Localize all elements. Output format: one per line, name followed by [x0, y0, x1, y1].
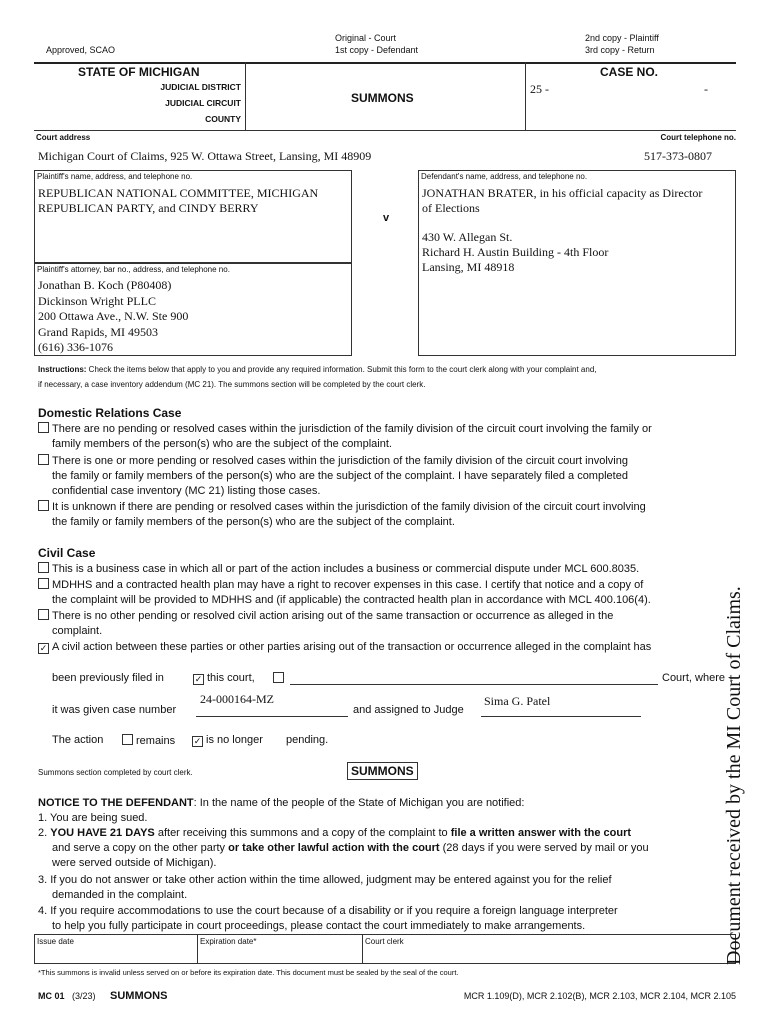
county-label: COUNTY — [205, 114, 241, 124]
instructions-label: Instructions: — [38, 365, 87, 374]
issue-date-label[interactable]: Issue date — [37, 937, 74, 946]
domestic-opt3-l2: the family or family members of the person(s) who are the subject of the complaint. — [52, 516, 455, 528]
this-court-checkbox[interactable]: ✓ — [194, 674, 203, 684]
civil-opt4 — [38, 640, 738, 655]
summons-section-box: SUMMONS — [347, 762, 418, 780]
footnote: *This summons is invalid unless served on or before its expiration date. This document must be sealed by the seal of the court. — [38, 968, 459, 977]
plaintiff-box[interactable] — [34, 170, 352, 263]
civil-opt4-checkbox[interactable]: ✓ — [39, 643, 48, 653]
domestic-opt2 — [38, 454, 738, 499]
judicial-district-label: JUDICIAL DISTRICT — [160, 82, 241, 92]
notice-item2 — [38, 826, 738, 871]
attorney-label: Plaintiff's attorney, bar no., address, and telephone no. — [37, 265, 230, 274]
court-phone-label: Court telephone no. — [660, 133, 736, 142]
domestic-opt3-checkbox[interactable] — [38, 500, 49, 511]
case-no-label: CASE NO. — [600, 65, 659, 79]
civil-opt1-checkbox[interactable] — [38, 562, 49, 573]
notice-item4-l2: to help you fully participate in court proceedings, please contact the court immediately to make arrangements. — [52, 920, 586, 932]
domestic-opt2-checkbox[interactable] — [38, 454, 49, 465]
defendant-line2: of Elections — [422, 201, 480, 215]
header-divider-right — [525, 62, 526, 130]
remains-checkbox[interactable] — [122, 734, 133, 745]
no-longer-checkbox[interactable]: ✓ — [193, 736, 202, 746]
other-court-field[interactable] — [290, 670, 658, 685]
attorney-line: Dickinson Wright PLLC — [38, 293, 156, 308]
no-longer-option — [192, 734, 263, 747]
versus-label: v — [383, 212, 390, 224]
approved-label: Approved, SCAO — [46, 45, 116, 55]
copy-plaintiff: 2nd copy - Plaintiff — [585, 33, 659, 43]
notice-item2-num: 2. — [38, 827, 51, 839]
civil-heading: Civil Case — [38, 546, 96, 560]
domestic-heading: Domestic Relations Case — [38, 406, 182, 420]
other-court-checkbox[interactable] — [273, 672, 284, 683]
attorney-line: Jonathan B. Koch (P80408) — [38, 278, 172, 292]
civil-opt2 — [38, 578, 738, 608]
civil-opt1-text: This is a business case in which all or part of the action includes a business or commercial dispute under MCL 600.8035. — [52, 563, 640, 575]
attorney-lines — [38, 278, 188, 356]
notice-item3 — [38, 873, 738, 903]
civil-opt2-checkbox[interactable] — [38, 578, 49, 589]
remains-option — [122, 734, 175, 747]
domestic-opt1-checkbox[interactable] — [38, 422, 49, 433]
notice-item1: 1. You are being sued. — [38, 812, 148, 824]
defendant-label: Defendant's name, address, and telephone no. — [421, 172, 588, 181]
form-title: SUMMONS — [351, 91, 414, 105]
notice-heading: NOTICE TO THE DEFENDANT — [38, 797, 194, 809]
court-phone-value[interactable]: 517-373-0807 — [644, 149, 712, 163]
judicial-circuit-label: JUDICIAL CIRCUIT — [165, 98, 241, 108]
plaintiff-line2: REPUBLICAN PARTY, and CINDY BERRY — [38, 201, 259, 215]
domestic-opt1 — [38, 422, 738, 452]
court-address-value[interactable]: Michigan Court of Claims, 925 W. Ottawa Street, Lansing, MI 48909 — [38, 149, 372, 163]
domestic-opt2-l1: There is one or more pending or resolved cases within the jurisdiction of the family division of the circuit court involving — [52, 455, 628, 467]
given-case-label: it was given case number — [52, 704, 177, 716]
defendant-addr2: Richard H. Austin Building - 4th Floor — [422, 245, 609, 259]
civil-opt3 — [38, 609, 738, 639]
attorney-line: 200 Ottawa Ave., N.W. Ste 900 — [38, 309, 189, 324]
instructions-text1: Check the items below that apply to you and provide any required information. Submit this form to the court clerk along with your complaint and, — [86, 365, 597, 374]
notice-item4-l1: 4. If you require accommodations to use the court because of a disability or if you require a foreign language interpreter — [38, 905, 618, 917]
prev-filed-label: been previously filed in — [52, 672, 164, 684]
case-no-value[interactable]: 25 - — [530, 82, 549, 96]
copy-original: Original - Court — [335, 33, 397, 43]
domestic-opt2-l2: the family or family members of the person(s) who are the subject of the complaint. I have separately filed a completed — [52, 470, 628, 482]
notice-item2-text: after receiving this summons and a copy of the complaint to — [154, 827, 451, 839]
domestic-opt1-l1: There are no pending or resolved cases within the jurisdiction of the family division of the circuit court involving the family or — [52, 423, 652, 435]
notice-item3-l2: demanded in the complaint. — [52, 889, 188, 901]
civil-opt3-l2: complaint. — [52, 625, 103, 637]
no-longer-label: is no longer — [206, 734, 263, 746]
court-address-label: Court address — [36, 133, 91, 142]
civil-opt3-checkbox[interactable] — [38, 609, 49, 620]
civil-opt4-text: A civil action between these parties or other parties arising out of the transaction or occurrence alleged in the complaint has — [52, 641, 652, 653]
form-date: (3/23) — [72, 991, 96, 1001]
this-court-option — [193, 672, 255, 685]
domestic-opt3-l1: It is unknown if there are pending or resolved cases within the jurisdiction of the family division of the circuit court involving — [52, 501, 646, 513]
defendant-addr3: Lansing, MI 48918 — [422, 260, 515, 274]
attorney-line: (616) 336-1076 — [38, 340, 113, 355]
court-rules: MCR 1.109(D), MCR 2.102(B), MCR 2.103, MCR 2.104, MCR 2.105 — [463, 991, 736, 1001]
assigned-label: and assigned to Judge — [353, 704, 464, 716]
case-number-value: 24-000164-MZ — [200, 692, 274, 706]
notice-item2-l3: were served outside of Michigan). — [52, 857, 217, 869]
state-title: STATE OF MICHIGAN — [78, 65, 200, 79]
form-footer-title: SUMMONS — [110, 990, 168, 1002]
footer-divider-1 — [197, 934, 198, 964]
civil-opt2-l2: the complaint will be provided to MDHHS and (if applicable) the contracted health plan in accordance with MCL 400.106(4). — [52, 594, 651, 606]
header-divider-left — [245, 62, 246, 130]
received-stamp: Document received by the MI Court of Claims. — [723, 586, 745, 965]
defendant-addr1: 430 W. Allegan St. — [422, 230, 513, 244]
footer-divider-2 — [362, 934, 363, 964]
domestic-opt2-l3: confidential case inventory (MC 21) listing those cases. — [52, 485, 321, 497]
judge-value: Sima G. Patel — [484, 694, 551, 708]
other-court-option — [273, 672, 287, 685]
notice-item3-l1: 3. If you do not answer or take other action within the time allowed, judgment may be entered against you for the relief — [38, 874, 612, 886]
notice-item2-l2c: (28 days if you were served by mail or you — [439, 842, 649, 854]
notice-intro — [38, 796, 738, 811]
notice-item2-l2b: or take other lawful action with the court — [228, 842, 440, 854]
notice-item2-days: YOU HAVE 21 DAYS — [50, 827, 155, 839]
summons-section-note: Summons section completed by court clerk. — [38, 768, 193, 777]
domestic-opt3 — [38, 500, 738, 530]
case-no-dash: - — [704, 82, 708, 96]
this-court-label: this court, — [207, 672, 255, 684]
notice-item2-answer: file a written answer with the court — [450, 827, 632, 839]
copy-return: 3rd copy - Return — [585, 45, 655, 55]
remains-label: remains — [136, 735, 176, 747]
the-action-label: The action — [52, 734, 104, 746]
instructions-text2: if necessary, a case inventory addendum (MC 21). The summons section will be completed by the court clerk. — [38, 380, 426, 389]
plaintiff-label: Plaintiff's name, address, and telephone no. — [37, 172, 193, 181]
pending-label: pending. — [286, 734, 329, 746]
copy-defendant: 1st copy - Defendant — [335, 45, 419, 55]
header-top-rule — [34, 62, 736, 64]
expiration-date-label[interactable]: Expiration date* — [200, 937, 257, 946]
notice-item4 — [38, 904, 738, 934]
domestic-opt1-l2: family members of the person(s) who are the subject of the complaint. — [52, 438, 392, 450]
defendant-line1: JONATHAN BRATER, in his official capacity as Director — [422, 186, 703, 200]
instructions — [38, 362, 743, 392]
form-id: MC 01 — [38, 991, 65, 1001]
civil-opt3-l1: There is no other pending or resolved civil action arising out of the same transaction or occurrence as alleged in the — [52, 610, 614, 622]
header-bottom-rule — [34, 130, 736, 131]
attorney-line: Grand Rapids, MI 49503 — [38, 324, 158, 339]
civil-opt1 — [38, 562, 738, 577]
civil-opt2-l1: MDHHS and a contracted health plan may have a right to recover expenses in this case. I certify that notice and a copy of — [52, 579, 644, 591]
notice-intro-text: : In the name of the people of the State of Michigan you are notified: — [193, 797, 525, 809]
plaintiff-line1: REPUBLICAN NATIONAL COMMITTEE, MICHIGAN — [38, 186, 319, 200]
court-clerk-label[interactable]: Court clerk — [365, 937, 404, 946]
court-where-label: Court, where — [662, 672, 725, 684]
notice-item2-l2a: and serve a copy on the other party — [52, 842, 229, 854]
